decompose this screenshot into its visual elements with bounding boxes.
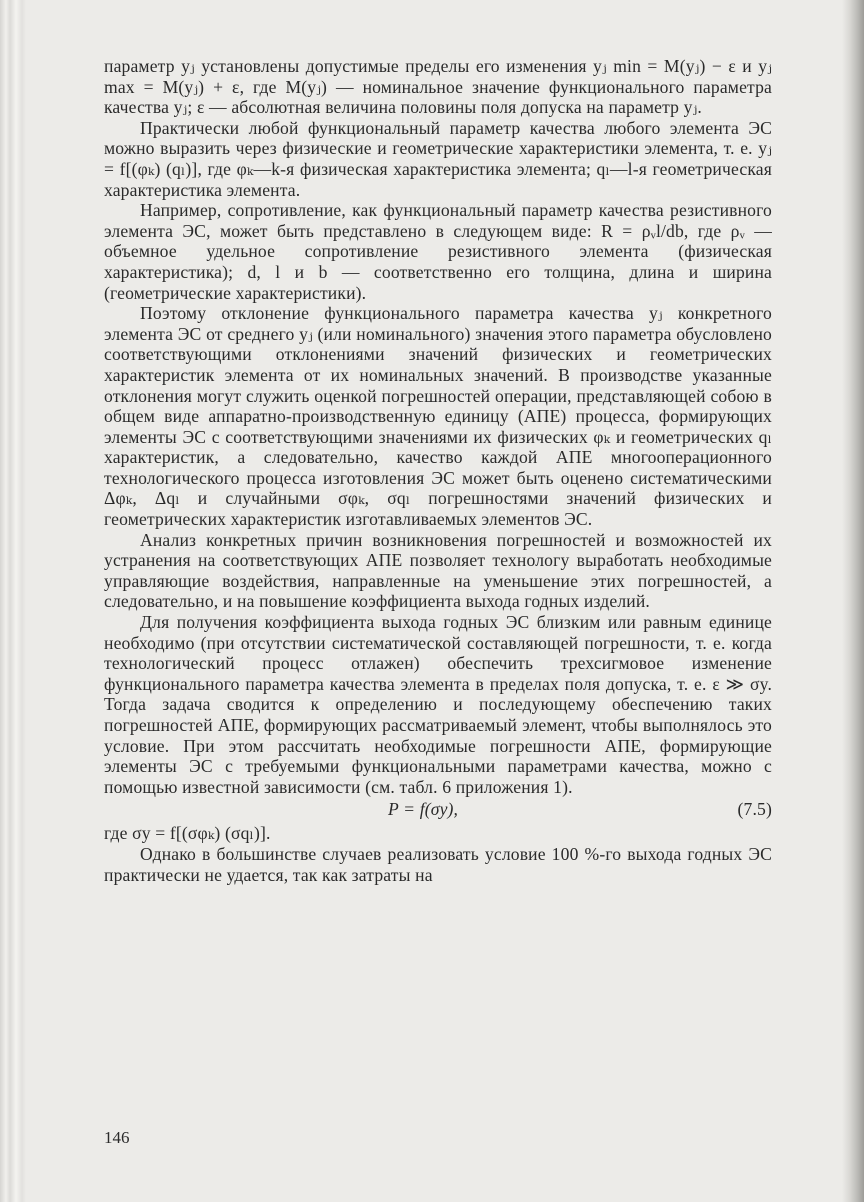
paragraph-2: Практически любой функциональный параметр качества любого элемента ЭС можно выразить через физические и геометрические характеристики элемента, т. е. yⱼ = f[(φₖ) (qₗ)], где φₖ—k-я физическая характеристика элемента; qₗ—l-я геометрическая характеристика элемента. [104, 117, 772, 200]
formula-expression: P = f(σy), [388, 799, 459, 820]
paragraph-1: параметр yⱼ установлены допустимые пределы его изменения yⱼ min = M(yⱼ) − ε и yⱼ max = M(yⱼ) + ε, где M(yⱼ) — номинальное значение функционального параметра качества yⱼ; ε — абсолютная величина половины поля допуска на параметр yⱼ. [104, 56, 772, 118]
paragraph-7: Однако в большинстве случаев реализовать условие 100 %-го выхода годных ЭС практически не удается, так как затраты на [104, 843, 772, 885]
paragraph-5: Анализ конкретных причин возникновения погрешностей и возможностей их устранения на соответствующих АПЕ позволяет технологу выработать необходимые управляющие воздействия, направленные на уменьшение этих погрешностей, а следовательно, и на повышение коэффициента выхода годных изделий. [104, 529, 772, 612]
paragraph-6: Для получения коэффициента выхода годных ЭС близким или равным единице необходимо (при отсутствии систематической составляющей погрешности, т. е. когда технологический процесс отлажен) обеспечить трехсигмовое изменение функционального параметра качества элемента в пределах поля допуска, т. е. ε ≫ σy. Тогда задача сводится к определению и последующему обеспечению таких погрешностей АПЕ, формирующих рассматриваемый элемент, чтобы выполнялось это условие. При этом рассчитать необходимые погрешности АПЕ, формирующие элементы ЭС с требуемыми функциональными параметрами качества, можно с помощью известной зависимости (см. табл. 6 приложения 1). [104, 612, 772, 797]
binding-shadow-left [0, 0, 26, 1202]
formula-7-5 [104, 799, 772, 823]
paragraph-3: Например, сопротивление, как функциональный параметр качества резистивного элемента ЭС, может быть представлено в следующем виде: R = ρᵥl/db, где ρᵥ — объемное удельное сопротивление резистивного элемента (физическая характеристика); d, l и b — соответственно его толщина, длина и ширина (геометрические характеристики). [104, 200, 772, 303]
paragraph-4: Поэтому отклонение функционального параметра качества yⱼ конкретного элемента ЭС от среднего yⱼ (или номинального) значения этого параметра обусловлено соответствующими отклонениями значений физических и геометрических характеристик элемента от их номинальных значений. В производстве указанные отклонения могут служить оценкой погрешностей операции, представляющей собою в общем виде аппаратно-производственную единицу (АПЕ) процесса, формирующих элементы ЭС с соответствующими значениями их физических φₖ и геометрических qₗ характеристик, а следовательно, качество каждой АПЕ многооперационного технологического процесса изготовления ЭС может быть оценено систематическими Δφₖ, Δqₗ и случайными σφₖ, σqₗ погрешностями значений физических и геометрических характеристик изготавливаемых элементов ЭС. [104, 303, 772, 530]
page-number: 146 [104, 1128, 130, 1147]
page-body [104, 56, 772, 1156]
formula-explanation: где σy = f[(σφₖ) (σqₗ)]. [104, 823, 271, 844]
formula-number: (7.5) [737, 799, 772, 820]
binding-shadow-right [842, 0, 864, 1202]
